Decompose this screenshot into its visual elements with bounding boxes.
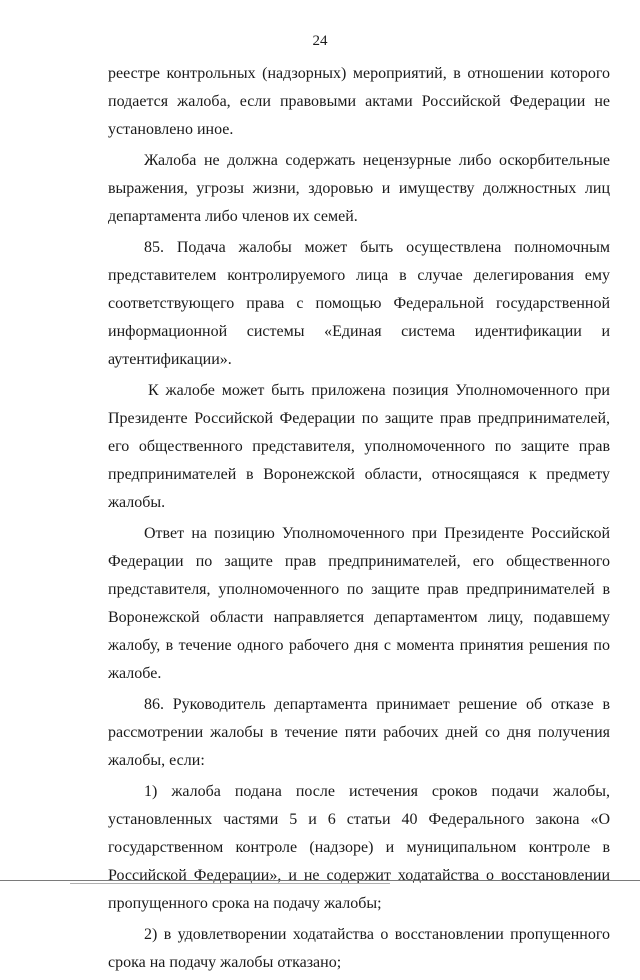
page-bottom-rule — [0, 880, 640, 881]
paragraph-ombudsman-response: Ответ на позицию Уполномоченного при Президенте Российской Федерации по защите прав предпринимателей, его общественного представителя, уполномоченного по защите прав предпринимателей в Воронежской области направляется департаментом лицу, подавшему жалобу, в течение одного рабочего дня с момента принятия решения по жалобе. — [108, 525, 610, 682]
paragraph-no-obscene-content: Жалоба не должна содержать нецензурные либо оскорбительные выражения, угрозы жизни, здоровью и имуществу должностных лиц департамента либо членов их семей. — [108, 152, 610, 225]
list-item-2: 2) в удовлетворении ходатайства о восстановлении пропущенного срока на подачу жалобы отказано; — [108, 926, 610, 971]
page-bottom-rule-secondary — [70, 883, 390, 884]
document-body — [108, 60, 610, 980]
list-item-1: 1) жалоба подана после истечения сроков подачи жалобы, установленных частями 5 и 6 статьи 40 Федерального закона «О государственном контроле (надзоре) и муниципальном контроле в Российской Федерации», и не содержит ходатайства о восстановлении пропущенного срока на подачу жалобы; — [108, 783, 610, 912]
paragraph-ombudsman-position: К жалобе может быть приложена позиция Уполномоченного при Президенте Российской Федерации по защите прав предпринимателей, его общественного представителя, уполномоченного по защите прав предпринимателей в Воронежской области, относящаяся к предмету жалобы. — [108, 382, 610, 511]
paragraph-item-85: 85. Подача жалобы может быть осуществлена полномочным представителем контролируемого лица в случае делегирования ему соответствующего права с помощью Федеральной государственной информационной системы «Единая система идентификации и аутентификации». — [108, 239, 610, 368]
page-number: 24 — [312, 33, 328, 49]
paragraph-item-86: 86. Руководитель департамента принимает решение об отказе в рассмотрении жалобы в течение пяти рабочих дней со дня получения жалобы, если: — [108, 696, 610, 769]
paragraph-registry-continuation: реестре контрольных (надзорных) мероприятий, в отношении которого подается жалоба, если правовыми актами Российской Федерации не установлено иное. — [108, 65, 610, 138]
